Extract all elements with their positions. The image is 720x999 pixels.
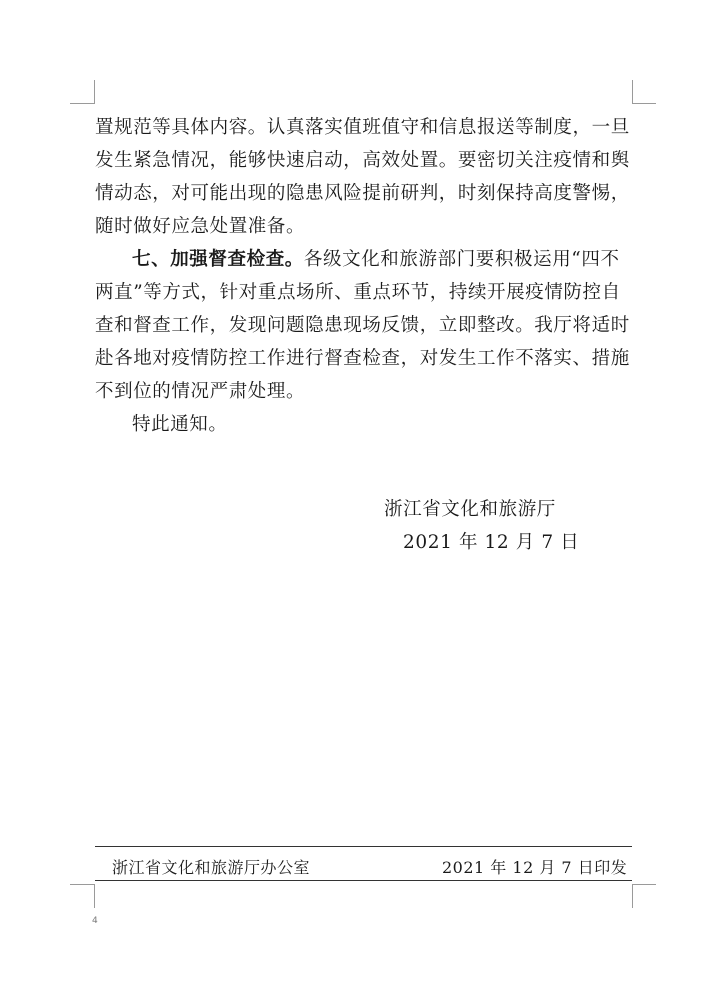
section-7-line: 查和督查工作，发现问题隐患现场反馈，立即整改。我厅将适时	[95, 315, 630, 336]
footer-top-rule	[95, 846, 632, 847]
body-line: 情动态，对可能出现的隐患风险提前研判，时刻保持高度警惕，	[95, 183, 630, 204]
crop-mark-top-right-v	[632, 80, 633, 104]
crop-mark-bottom-right-v	[632, 884, 633, 908]
footer-print-date: 2021 年 12 月 7 日印发	[442, 858, 628, 877]
crop-mark-bottom-left-v	[94, 884, 95, 908]
section-7-text: 各级文化和旅游部门要积极运用“四不	[303, 249, 620, 270]
signature-org: 浙江省文化和旅游厅	[384, 499, 556, 520]
crop-mark-top-left-v	[94, 80, 95, 104]
body-line: 随时做好应急处置准备。	[95, 216, 306, 237]
crop-mark-bottom-left-h	[70, 884, 94, 885]
body-line: 发生紧急情况，能够快速启动，高效处置。要密切关注疫情和舆	[95, 150, 630, 171]
section-7-line: 不到位的情况严肃处理。	[95, 381, 306, 402]
footer-bottom-rule	[95, 880, 632, 881]
body-line: 置规范等具体内容。认真落实值班值守和信息报送等制度，一旦	[95, 117, 630, 138]
crop-mark-top-left-h	[70, 103, 94, 104]
crop-mark-bottom-right-h	[632, 884, 656, 885]
section-7-heading: 七、加强督查检查。	[132, 249, 304, 270]
section-7-line: 赴各地对疫情防控工作进行督查检查，对发生工作不落实、措施	[95, 348, 630, 369]
section-7-line: 两直”等方式，针对重点场所、重点环节，持续开展疫情防控自	[95, 282, 621, 303]
footer-office: 浙江省文化和旅游厅办公室	[112, 858, 311, 877]
page-number: 4	[92, 916, 98, 926]
section-7-first-line	[132, 248, 632, 272]
closing-line: 特此通知。	[132, 414, 228, 435]
crop-mark-top-right-h	[632, 103, 656, 104]
signature-date: 2021 年 12 月 7 日	[403, 532, 580, 553]
